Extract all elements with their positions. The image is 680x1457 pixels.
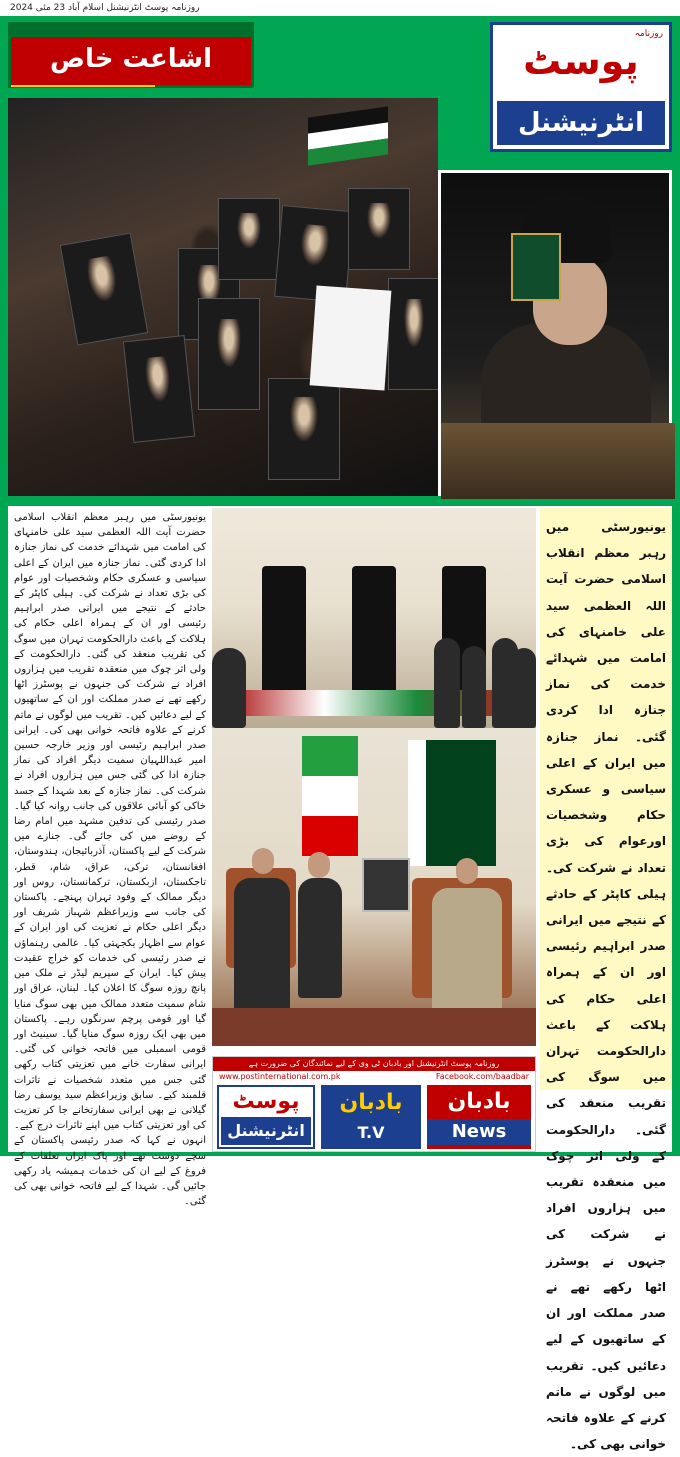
person [462, 646, 486, 728]
ad-tv-bottom: T.V [357, 1123, 385, 1142]
poster [218, 198, 280, 280]
pillar [262, 566, 306, 696]
ad-news-top: بادبان [447, 1089, 511, 1114]
iran-flag [302, 736, 358, 856]
person-head [252, 848, 274, 874]
baadban-tv-logo [321, 1085, 421, 1149]
person [212, 648, 246, 728]
banner-top-bar [11, 25, 251, 37]
quran-book [511, 233, 561, 301]
pakistan-flag [408, 740, 496, 866]
article-body-column: یونیورسٹی میں رہبر معظم انقلاب اسلامی حضرت آیت اللہ العظمی سید علی خامنہای کی امامت میں شہدائے خدمت کی نماز جنازہ ادا کردی گئی۔ نماز جنازہ میں ایران کے اعلی سیاسی و عسکری حکام وشخصیات اور عوام کی بڑی تعداد نے شرکت کی۔ ہیلی کاپٹر کے حادثے کے نتیجے میں ایرانی صدر ابراہیم رئیسی اور ان کے ہمراہ اعلی حکام کی ہلاکت کے باعث دارالحکومت تہران میں سوگ کی تقریب منعقد کی گئی۔ دارالحکومت کے ولی اثر چوک میں منعقدہ تقریب میں ہزاروں افراد نے شرکت کی جنہوں نے پوسٹرز اٹھا رکھے تھے نے صدر مملکت اور ان کے ساتھیوں کے لیے دعائیں کیں۔ تقریب میں لوگوں نے ماتم کرنے کے علاوہ فاتحہ خوانی بھی کی۔ ایرانی صدر ابراہیم رئیسی اور وزیر خارجہ حسین امیر عبداللہیان سمیت دیگر افراد کی نماز جنازہ ادا کی گئی جس میں ہزاروں افراد نے شرکت کی۔ نماز جنازہ کے بعد شہدا کے جسد خاکی کو آبائی علاقوں کی جانب روانہ کیا گیا۔ صدر رئیسی کی تدفین مشہد میں امام رضا کے روضے میں کی جائے گی۔ جنازے میں شرکت کے لیے پاکستان، آذربائیجان، ہندوستان، افغانستان، ترکی، عراق، شام، قطر، تاجکستان، ازبکستان، ترکمانستان، روس اور دیگر ممالک کے وفود تہران پہنچے۔ پاکستان کی جانب سے وزیراعظم شہباز شریف اور دیگر اعلی حکام نے تعزیت کی اور ایران کے عوام سے اظہار یکجہتی کیا۔ عالمی رہنماؤں نے صدر رئیسی کی خدمات کو خراج عقیدت پیش کیا۔ ایران کے سپریم لیڈر نے ملک میں پانچ روزہ سوگ کا اعلان کیا۔ لبنان، عراق اور شام سمیت متعدد ممالک میں بھی سوگ منایا گیا اور قومی پرچم سرنگوں رہے۔ پاکستان میں بھی ایک روزہ سوگ منایا گیا۔ سینیٹ اور قومی اسمبلی میں فاتحہ خوانی کی گئی۔ ایرانی سفارت خانے میں تعزیتی کتاب رکھی گئی جس میں متعدد شخصیات نے تاثرات قلمبند کیے۔ سابق وزیراعظم سید یوسف رضا گیلانی نے بھی ایرانی سفارتخانے جا کر تعزیت کی اور تعزیتی کتاب میں اپنے تاثرات درج کیے۔ انہوں نے کہا کہ صدر رئیسی پاکستان کے سچے دوست تھے اور پاک ایران تعلقات کے فروغ کے لیے ان کی خدمات ہمیشہ یاد رکھی جائیں گی۔ شہدا کے لیے فاتحہ خوانی بھی کی گئی۔ [14, 512, 206, 1208]
person [512, 648, 536, 728]
meeting-photo [212, 728, 536, 1046]
crowd-photo [8, 98, 438, 496]
banner-underline [11, 85, 155, 87]
poster [60, 233, 149, 346]
special-edition-banner [8, 22, 254, 88]
ad-post-top: پوسٹ [232, 1089, 300, 1114]
poster [123, 335, 195, 443]
podium [441, 423, 675, 499]
ad-post-bottom: انٹرنیشنل [221, 1117, 311, 1145]
advertisement-strip [212, 1056, 536, 1152]
funeral-hall-photo [212, 508, 536, 728]
carpet [212, 1008, 536, 1046]
poster [198, 298, 260, 410]
palestine-flag [308, 106, 388, 165]
poster [388, 278, 440, 390]
facebook-link[interactable]: Facebook.com/baadbar [435, 1072, 529, 1081]
post-international-logo [217, 1085, 315, 1149]
banner-title: اشاعت خاص [49, 44, 213, 74]
poster [268, 378, 340, 480]
website-link[interactable]: www.postinternational.com.pk [219, 1072, 341, 1081]
person-head [308, 852, 330, 878]
pillar [352, 566, 396, 696]
dateline: روزنامہ پوسٹ انٹرنیشنل اسلام آباد 23 مئی 2024 [0, 0, 680, 16]
inset-photo [438, 170, 672, 496]
person [434, 638, 460, 728]
ad-url-row [213, 1071, 535, 1083]
masthead-logo [490, 22, 672, 152]
article-lead-column: یونیورسٹی میں رہبر معظم انقلاب اسلامی حضرت آیت اللہ العظمی سید علی خامنہای کی امامت میں شہدائے خدمت کی نماز جنازہ ادا کردی گئی۔ نماز جنازہ میں ایران کے اعلی سیاسی و عسکری حکام وشخصیات اورعوام کی بڑی تعداد نے شرکت کی۔ ہیلی کاپٹر کے حادثے کے نتیجے میں ایرانی صدر ابراہیم رئیسی اور ان کے ہمراہ اعلی حکام کی ہلاکت کے باعث دارالحکومت تہران میں سوگ کی تقریب منعقد کی گئی۔ دارالحکومت کے ولی اثر چوک میں منعقدہ تقریب میں ہزاروں افراد نے شرکت کی جنہوں نے پوسٹرز اٹھا رکھے تھے نے صدر مملکت اور ان کے ساتھیوں کے لیے دعائیں کیں۔ تقریب میں لوگوں نے ماتم کرنے کے علاوہ فاتحہ خوانی بھی کی۔ [540, 508, 672, 1090]
masthead-title-top: پوسٹ [523, 39, 639, 83]
person [298, 878, 342, 998]
ad-news-bottom: News [427, 1119, 531, 1145]
person [234, 878, 290, 1018]
person-head [456, 858, 478, 884]
masthead-title-bottom: انٹرنیشنل [497, 101, 665, 145]
portraits [362, 858, 410, 912]
poster [348, 188, 410, 270]
white-sign [310, 286, 392, 391]
masthead-small: روزنامہ [634, 29, 663, 39]
ad-top-text: روزنامہ پوسٹ انٹرنیشنل اور بادبان ٹی وی کے لیے نمائندگان کی ضرورت ہے [213, 1057, 535, 1071]
ad-tv-top: بادبان [339, 1090, 403, 1115]
baadban-news-logo [427, 1085, 531, 1149]
